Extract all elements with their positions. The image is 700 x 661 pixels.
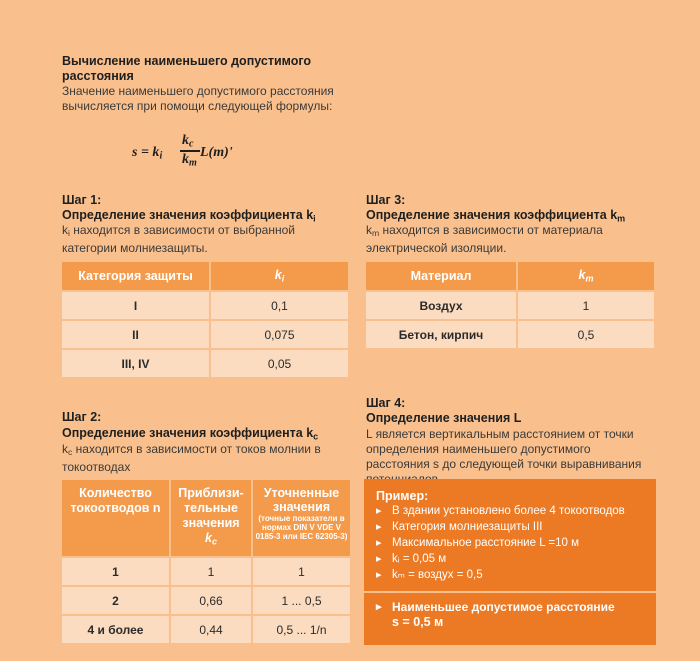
step3-col-material: Материал	[365, 261, 517, 291]
result-value: s = 0,5 м	[392, 615, 444, 629]
example-list	[376, 503, 644, 583]
table-cell: 0,5	[517, 320, 655, 349]
table-cell: 0,05	[210, 349, 349, 378]
table-cell: 2	[61, 586, 170, 615]
table-cell: 1	[252, 557, 351, 586]
step3-heading: Шаг 3:	[366, 193, 406, 207]
step1-col-category: Категория защиты	[61, 261, 210, 291]
list-item: ▸ Максимальное расстояние L =10 м	[376, 535, 644, 551]
example-title: Пример:	[376, 489, 429, 503]
formula-lhs: s = k	[132, 145, 160, 160]
step2-col-approx: Приблизи-тельные значения $k_c$	[170, 479, 252, 557]
table-cell: Воздух	[365, 291, 517, 320]
step1-heading: Шаг 1:	[62, 193, 102, 207]
table-cell: 1	[170, 557, 252, 586]
intro-text: Значение наименьшего допустимого расстояния вычисляется при помощи следующей формулы:	[62, 84, 334, 113]
table-cell: 0,44	[170, 615, 252, 644]
step1-table	[60, 260, 350, 379]
example-box	[364, 479, 656, 645]
step3-text: $k_m$ находится в зависимости от материала электрической изоляции.	[366, 223, 603, 256]
list-item: ▸ kᵢ = 0,05 м	[376, 551, 644, 567]
intro-title: Вычисление наименьшего допустимого расстояния	[62, 54, 312, 83]
result-label: ▸ Наименьшее допустимое расстояние	[376, 599, 644, 615]
table-cell: 1	[61, 557, 170, 586]
step1-title: Определение значения коэффициента $k_i$	[62, 208, 316, 224]
formula-denominator: k	[182, 152, 189, 167]
step1-col-ki: $k_i$	[210, 261, 349, 291]
formula-numerator: k	[182, 133, 189, 148]
formula-den-sub: m	[189, 157, 197, 169]
step2-col-exact: Уточненные значения (точные показатели в нормах DIN V VDE V 0185-3 или IEC 62305-3)	[252, 479, 351, 557]
step2-heading: Шаг 2:	[62, 410, 102, 424]
step4-title: Определение значения L	[366, 411, 522, 425]
table-cell: 0,66	[170, 586, 252, 615]
formula-num-sub: c	[189, 138, 194, 150]
table-cell: 4 и более	[61, 615, 170, 644]
step3-title: Определение значения коэффициента $k_m$	[366, 208, 626, 224]
step2-col-count: Количество токоотводов n	[61, 479, 170, 557]
table-cell: 1 ... 0,5	[252, 586, 351, 615]
list-item: ▸ kₘ = воздух = 0,5	[376, 567, 644, 583]
table-cell: Бетон, кирпич	[365, 320, 517, 349]
step3-col-km: $k_m$	[517, 261, 655, 291]
formula	[132, 130, 282, 174]
step2-title: Определение значения коэффициента $k_c$	[62, 426, 319, 442]
step3-table	[364, 260, 656, 350]
step2-text: $k_c$ находится в зависимости от токов молнии в токоотводах	[62, 442, 321, 475]
table-cell: 0,1	[210, 291, 349, 320]
step1-text: $k_i$ находится в зависимости от выбранной категории молниезащиты.	[62, 223, 295, 256]
table-cell: II	[61, 320, 210, 349]
formula-lhs-sub: i	[159, 150, 163, 162]
formula-rhs: L(m)'	[200, 145, 233, 160]
example-result	[364, 591, 656, 629]
list-item: ▸ В здании установлено более 4 токоотводов	[376, 503, 644, 519]
step2-table	[60, 478, 352, 645]
table-cell: 0,075	[210, 320, 349, 349]
table-cell: 0,5 ... 1/n	[252, 615, 351, 644]
step4-text: L является вертикальным расстоянием от точки определения наименьшего допустимого расстояния s до следующей точки выравнивания	[366, 427, 642, 471]
list-item: ▸ Категория молниезащиты III	[376, 519, 644, 535]
table-cell: III, IV	[61, 349, 210, 378]
table-cell: 1	[517, 291, 655, 320]
table-cell: I	[61, 291, 210, 320]
step4-heading: Шаг 4:	[366, 396, 406, 410]
